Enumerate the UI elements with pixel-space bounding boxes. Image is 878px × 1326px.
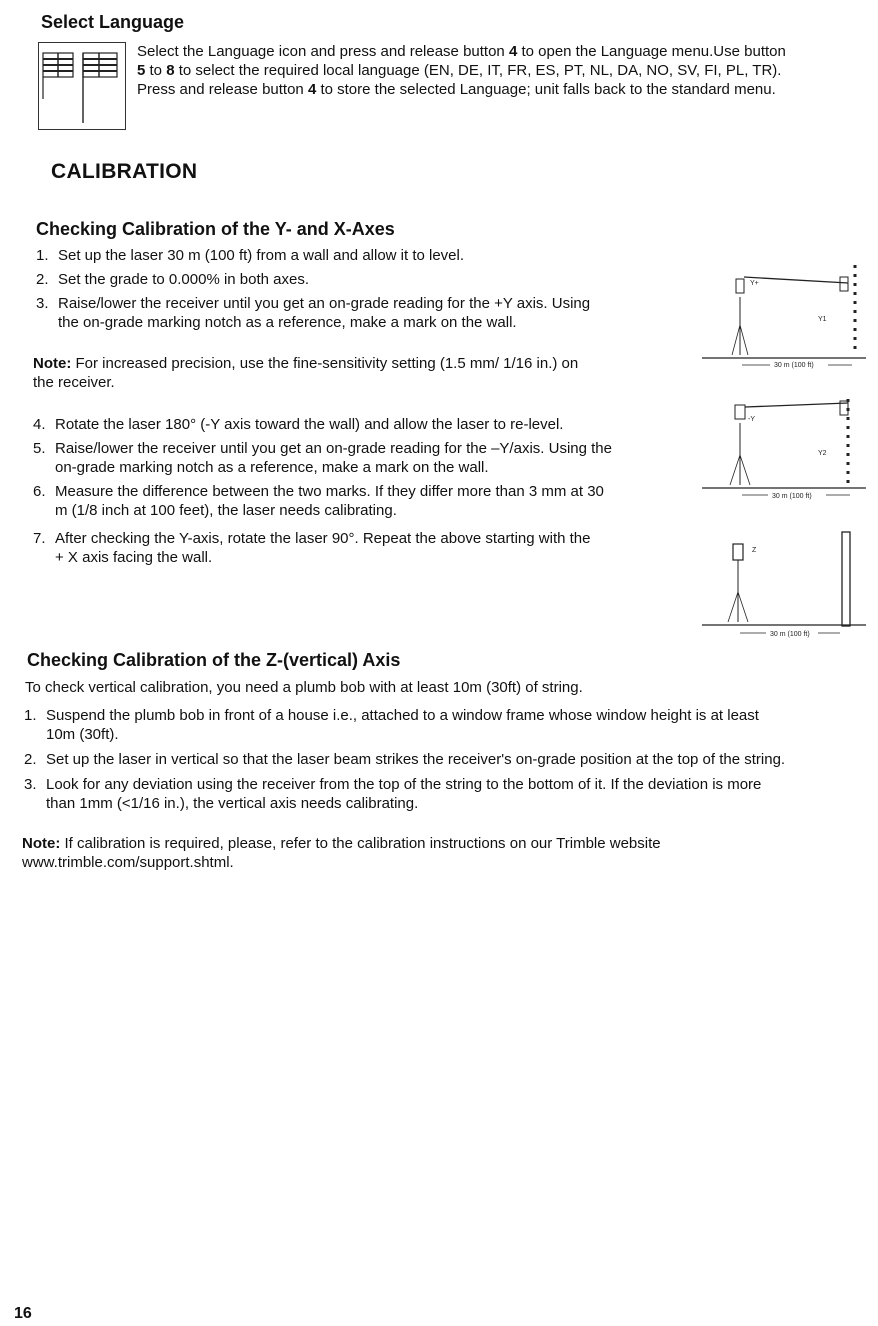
- fig1-mark-label: Y1: [818, 316, 827, 323]
- language-flags-icon: [39, 43, 125, 129]
- fig1-laser-label: Y+: [750, 280, 759, 287]
- page-number: 16: [14, 1305, 32, 1322]
- step-7: 7. After checking the Y-axis, rotate the laser 90°. Repeat the above starting with the + X axis facing the wall.: [33, 530, 591, 566]
- fig2-distance: 30 m (100 ft): [772, 493, 812, 500]
- step-2: 2. Set the grade to 0.000% in both axes.: [36, 271, 310, 288]
- fig3-distance: 30 m (100 ft): [770, 631, 810, 638]
- step-1: 1. Set up the laser 30 m (100 ft) from a wall and allow it to level.: [36, 247, 465, 264]
- z-axis-heading: Checking Calibration of the Z-(vertical) Axis: [27, 650, 401, 670]
- z-steps: [24, 706, 869, 813]
- fig1-distance: 30 m (100 ft): [774, 362, 814, 369]
- trimble-support-url: www.trimble.com/support.shtml.: [22, 854, 234, 871]
- figure-x-axis: [700, 530, 868, 645]
- yx-steps-a: [36, 246, 696, 332]
- button-8-ref: 8: [166, 62, 175, 79]
- select-language-heading: Select Language: [41, 12, 185, 32]
- step-3: 3. Raise/lower the receiver until you get an on-grade reading for the +Y axis. Using the on-grade marking notch as a reference, make a mark on the wall.: [36, 295, 591, 331]
- figure-y-minus-axis: [700, 393, 868, 508]
- z-step-3: 3. Look for any deviation using the receiver from the top of the string to the bottom of it. If the deviation is more than 1mm (<1/16 in.), the vertical axis needs calibrating.: [24, 776, 762, 812]
- language-icon-box: [38, 42, 126, 130]
- button-4-store-ref: 4: [307, 81, 317, 98]
- step-5: 5. Raise/lower the receiver until you get an on-grade reading for the –Y/axis. Using the on-grade marking notch as a reference, make a mark on the wall.: [33, 440, 612, 476]
- calibration-title: CALIBRATION: [51, 160, 198, 183]
- z-step-1: 1. Suspend the plumb bob in front of a house i.e., attached to a window frame whose window height is at least 10m (30ft).: [24, 707, 759, 743]
- note-label: Note:: [33, 355, 72, 372]
- fig3-laser-label: Z: [752, 547, 757, 554]
- z-note: Note: If calibration is required, please, refer to the calibration instructions on our Trimble website www.trimble.com/support.shtml.: [22, 834, 867, 872]
- yx-axes-heading: Checking Calibration of the Y- and X-Axes: [36, 219, 395, 239]
- yx-steps-b: [33, 415, 693, 567]
- z-note-label: Note:: [22, 835, 61, 852]
- z-step-2: 2. Set up the laser in vertical so that the laser beam strikes the receiver's on-grade position at the top of the string.: [24, 751, 786, 768]
- button-4-ref: 4: [508, 43, 518, 60]
- figure-y-plus-axis: [700, 255, 868, 375]
- z-intro: To check vertical calibration, you need a plumb bob with at least 10m (30ft) of string.: [25, 679, 583, 696]
- step-4: 4. Rotate the laser 180° (-Y axis toward the wall) and allow the laser to re-level.: [33, 416, 564, 433]
- button-5-ref: 5: [137, 62, 146, 79]
- select-language-text: Select the Language icon and press and release button 4 to open the Language menu.Use button 5 to 8 to select the required local language (EN, DE, IT, FR, ES, PT, NL, DA, NO, SV, FI, PL, TR). Press and release button 4 to store the selected Language; unit falls back to the standard menu.: [137, 43, 786, 98]
- yx-note: Note: For increased precision, use the fine-sensitivity setting (1.5 mm/ 1/16 in.) on the receiver.: [33, 355, 579, 391]
- step-6: 6. Measure the difference between the two marks. If they differ more than 3 mm at 30 m (1/8 inch at 100 feet), the laser needs calibrating.: [33, 483, 604, 519]
- fig2-mark-label: Y2: [818, 450, 827, 457]
- fig2-laser-label: -Y: [748, 416, 755, 423]
